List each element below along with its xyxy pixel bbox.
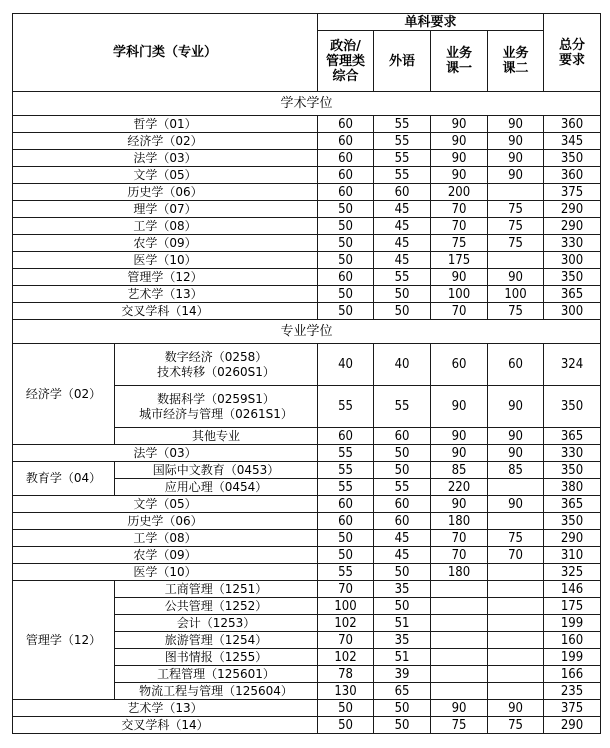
table-row xyxy=(13,201,601,218)
cell-total: 199 xyxy=(544,649,601,666)
cell-foreign: 51 xyxy=(374,615,431,632)
cell-total: 290 xyxy=(544,717,601,734)
cell-foreign: 50 xyxy=(374,445,431,462)
subject-name: 法学（03） xyxy=(13,150,318,167)
subject-name: 医学（10） xyxy=(13,564,318,581)
cell-c2: 90 xyxy=(488,700,544,717)
cell-c2: 90 xyxy=(488,496,544,513)
cell-foreign: 55 xyxy=(374,167,431,184)
table-row xyxy=(13,184,601,201)
cell-c2: 90 xyxy=(488,269,544,286)
cell-total: 380 xyxy=(544,479,601,496)
cell-c1: 70 xyxy=(431,303,488,320)
cell-total: 330 xyxy=(544,445,601,462)
cell-c1: 180 xyxy=(431,564,488,581)
cell-c1 xyxy=(431,649,488,666)
cell-c2: 70 xyxy=(488,547,544,564)
cell-total: 350 xyxy=(544,150,601,167)
header-total-line1: 总分 xyxy=(559,37,586,53)
cell-politics: 60 xyxy=(318,133,374,150)
cell-foreign: 50 xyxy=(374,598,431,615)
group-economics: 经济学（02） xyxy=(13,344,115,445)
table-row xyxy=(13,513,601,530)
subject-name: 交叉学科（14） xyxy=(13,303,318,320)
cell-foreign: 45 xyxy=(374,252,431,269)
cell-total: 325 xyxy=(544,564,601,581)
cell-c1: 70 xyxy=(431,547,488,564)
major-name xyxy=(115,386,318,428)
major-name: 工程管理（125601） xyxy=(115,666,318,683)
cell-foreign: 60 xyxy=(374,496,431,513)
cell-politics: 102 xyxy=(318,615,374,632)
cell-total: 290 xyxy=(544,201,601,218)
cell-c1: 90 xyxy=(431,386,488,428)
cell-c1: 90 xyxy=(431,116,488,133)
cell-foreign: 35 xyxy=(374,632,431,649)
cell-total: 290 xyxy=(544,218,601,235)
header-course2 xyxy=(488,31,544,92)
table-row xyxy=(13,564,601,581)
cell-politics: 50 xyxy=(318,700,374,717)
table-row xyxy=(13,344,601,386)
cell-c2: 75 xyxy=(488,717,544,734)
cell-c1 xyxy=(431,632,488,649)
cell-foreign: 50 xyxy=(374,303,431,320)
cell-c1: 70 xyxy=(431,530,488,547)
major-name xyxy=(115,344,318,386)
cell-total: 166 xyxy=(544,666,601,683)
table-row xyxy=(13,218,601,235)
table-row xyxy=(13,167,601,184)
cell-foreign: 55 xyxy=(374,386,431,428)
cell-total: 300 xyxy=(544,303,601,320)
header-course1 xyxy=(431,31,488,92)
cell-politics: 60 xyxy=(318,167,374,184)
cell-c1: 85 xyxy=(431,462,488,479)
header-single-subject: 单科要求 xyxy=(318,14,544,31)
cell-politics: 55 xyxy=(318,386,374,428)
subject-name: 艺术学（13） xyxy=(13,286,318,303)
cell-foreign: 60 xyxy=(374,184,431,201)
major-name-line: 数据科学（0259S1） xyxy=(157,391,275,406)
cell-c2: 85 xyxy=(488,462,544,479)
cell-foreign: 60 xyxy=(374,513,431,530)
subject-name: 历史学（06） xyxy=(13,513,318,530)
major-name: 应用心理（0454） xyxy=(115,479,318,496)
cell-politics: 60 xyxy=(318,150,374,167)
cell-c2: 90 xyxy=(488,428,544,445)
cell-foreign: 65 xyxy=(374,683,431,700)
table-row xyxy=(13,116,601,133)
cell-foreign: 39 xyxy=(374,666,431,683)
cell-c2: 90 xyxy=(488,386,544,428)
header-category: 学科门类（专业） xyxy=(13,14,318,92)
cell-politics: 102 xyxy=(318,649,374,666)
cell-c1: 60 xyxy=(431,344,488,386)
cell-c1: 75 xyxy=(431,235,488,252)
cell-c1: 90 xyxy=(431,496,488,513)
cell-c2 xyxy=(488,683,544,700)
table-row xyxy=(13,496,601,513)
table-row xyxy=(13,303,601,320)
header-total xyxy=(544,14,601,92)
cell-c1: 90 xyxy=(431,167,488,184)
section-professional-label: 专业学位 xyxy=(13,320,601,344)
cell-politics: 100 xyxy=(318,598,374,615)
cell-c2: 90 xyxy=(488,150,544,167)
cell-c1: 70 xyxy=(431,218,488,235)
cell-foreign: 51 xyxy=(374,649,431,666)
major-name-line: 数字经济（0258） xyxy=(164,349,268,364)
major-name xyxy=(115,428,318,445)
cell-politics: 50 xyxy=(318,235,374,252)
major-name-line: 其他专业 xyxy=(192,428,241,443)
header-foreign: 外语 xyxy=(374,31,431,92)
subject-name: 工学（08） xyxy=(13,530,318,547)
cell-c2: 75 xyxy=(488,530,544,547)
cell-total: 375 xyxy=(544,700,601,717)
cell-foreign: 55 xyxy=(374,116,431,133)
cell-c1: 200 xyxy=(431,184,488,201)
cell-foreign: 45 xyxy=(374,201,431,218)
header-total-line2: 要求 xyxy=(559,52,586,68)
cell-politics: 50 xyxy=(318,547,374,564)
major-name: 会计（1253） xyxy=(115,615,318,632)
cell-c2 xyxy=(488,632,544,649)
cell-c2 xyxy=(488,666,544,683)
cell-politics: 70 xyxy=(318,581,374,598)
major-name: 物流工程与管理（125604） xyxy=(115,683,318,700)
cell-c2 xyxy=(488,564,544,581)
subject-name: 农学（09） xyxy=(13,547,318,564)
subject-name: 农学（09） xyxy=(13,235,318,252)
cell-foreign: 40 xyxy=(374,344,431,386)
table-row xyxy=(13,252,601,269)
cell-politics: 130 xyxy=(318,683,374,700)
cell-politics: 55 xyxy=(318,462,374,479)
cell-politics: 60 xyxy=(318,269,374,286)
subject-name: 经济学（02） xyxy=(13,133,318,150)
cell-c2: 90 xyxy=(488,116,544,133)
cell-c1 xyxy=(431,666,488,683)
cell-c1: 180 xyxy=(431,513,488,530)
cell-politics: 60 xyxy=(318,428,374,445)
cell-total: 365 xyxy=(544,286,601,303)
cell-politics: 70 xyxy=(318,632,374,649)
cell-total: 350 xyxy=(544,269,601,286)
cell-c1 xyxy=(431,683,488,700)
cell-politics: 50 xyxy=(318,530,374,547)
cell-total: 324 xyxy=(544,344,601,386)
major-name: 图书情报（1255） xyxy=(115,649,318,666)
cell-politics: 50 xyxy=(318,303,374,320)
cell-foreign: 60 xyxy=(374,428,431,445)
cell-total: 175 xyxy=(544,598,601,615)
header-course1-line1: 业务 xyxy=(446,46,473,62)
cell-politics: 60 xyxy=(318,496,374,513)
cell-total: 300 xyxy=(544,252,601,269)
header-course2-line2: 课二 xyxy=(502,61,529,77)
cell-c1: 175 xyxy=(431,252,488,269)
section-academic-label: 学术学位 xyxy=(13,92,601,116)
cell-total: 199 xyxy=(544,615,601,632)
cell-foreign: 50 xyxy=(374,564,431,581)
cell-foreign: 45 xyxy=(374,547,431,564)
cell-c2: 75 xyxy=(488,235,544,252)
cell-c2: 90 xyxy=(488,445,544,462)
cell-c2 xyxy=(488,649,544,666)
table-row xyxy=(13,445,601,462)
cell-politics: 50 xyxy=(318,717,374,734)
cell-total: 290 xyxy=(544,530,601,547)
cell-c2: 90 xyxy=(488,167,544,184)
cell-foreign: 50 xyxy=(374,462,431,479)
cell-c1: 70 xyxy=(431,201,488,218)
cell-foreign: 50 xyxy=(374,717,431,734)
cell-politics: 60 xyxy=(318,184,374,201)
header-course1-line2: 课一 xyxy=(446,61,473,77)
major-name: 工商管理（1251） xyxy=(115,581,318,598)
subject-name: 管理学（12） xyxy=(13,269,318,286)
cell-c1: 100 xyxy=(431,286,488,303)
table-row xyxy=(13,235,601,252)
header-politics xyxy=(318,31,374,92)
table-row xyxy=(13,700,601,717)
subject-name: 文学（05） xyxy=(13,167,318,184)
cell-politics: 40 xyxy=(318,344,374,386)
cell-c2: 100 xyxy=(488,286,544,303)
cell-c2: 60 xyxy=(488,344,544,386)
cell-total: 350 xyxy=(544,386,601,428)
cell-foreign: 35 xyxy=(374,581,431,598)
cell-politics: 55 xyxy=(318,564,374,581)
cell-politics: 60 xyxy=(318,513,374,530)
major-name: 旅游管理（1254） xyxy=(115,632,318,649)
subject-name: 哲学（01） xyxy=(13,116,318,133)
cell-total: 350 xyxy=(544,513,601,530)
group-education: 教育学（04） xyxy=(13,462,115,496)
table-row xyxy=(13,547,601,564)
cell-c2 xyxy=(488,598,544,615)
cell-total: 360 xyxy=(544,116,601,133)
cell-foreign: 45 xyxy=(374,530,431,547)
cell-c2 xyxy=(488,615,544,632)
cell-total: 345 xyxy=(544,133,601,150)
cell-c1: 90 xyxy=(431,150,488,167)
header-politics-line1: 政治/ xyxy=(330,38,361,54)
cell-foreign: 45 xyxy=(374,218,431,235)
cell-c1 xyxy=(431,598,488,615)
cell-politics: 60 xyxy=(318,116,374,133)
cell-c2: 90 xyxy=(488,133,544,150)
cell-c1: 220 xyxy=(431,479,488,496)
cell-c1 xyxy=(431,581,488,598)
score-requirements-table xyxy=(12,13,601,734)
cell-politics: 50 xyxy=(318,218,374,235)
cell-c2: 75 xyxy=(488,201,544,218)
cell-c2 xyxy=(488,252,544,269)
cell-total: 360 xyxy=(544,167,601,184)
cell-politics: 55 xyxy=(318,479,374,496)
subject-name: 医学（10） xyxy=(13,252,318,269)
table-row xyxy=(13,581,601,598)
cell-total: 375 xyxy=(544,184,601,201)
cell-total: 146 xyxy=(544,581,601,598)
cell-c2 xyxy=(488,513,544,530)
table-row xyxy=(13,462,601,479)
cell-c1 xyxy=(431,615,488,632)
major-name-line: 技术转移（0260S1） xyxy=(157,364,275,379)
cell-foreign: 45 xyxy=(374,235,431,252)
table-row xyxy=(13,150,601,167)
cell-foreign: 55 xyxy=(374,150,431,167)
cell-c1: 90 xyxy=(431,700,488,717)
header-politics-line3: 综合 xyxy=(332,68,359,84)
cell-politics: 50 xyxy=(318,201,374,218)
cell-c2: 75 xyxy=(488,218,544,235)
subject-name: 文学（05） xyxy=(13,496,318,513)
cell-total: 310 xyxy=(544,547,601,564)
table-row xyxy=(13,269,601,286)
cell-foreign: 55 xyxy=(374,133,431,150)
cell-foreign: 50 xyxy=(374,700,431,717)
header-politics-line2: 管理类 xyxy=(326,53,366,69)
cell-total: 330 xyxy=(544,235,601,252)
header-course2-line1: 业务 xyxy=(502,46,529,62)
cell-total: 235 xyxy=(544,683,601,700)
subject-name: 交叉学科（14） xyxy=(13,717,318,734)
section-professional xyxy=(13,320,601,344)
subject-name: 法学（03） xyxy=(13,445,318,462)
group-management: 管理学（12） xyxy=(13,581,115,700)
cell-foreign: 50 xyxy=(374,286,431,303)
cell-politics: 50 xyxy=(318,286,374,303)
major-name: 国际中文教育（0453） xyxy=(115,462,318,479)
cell-c1: 90 xyxy=(431,269,488,286)
major-name-line: 城市经济与管理（0261S1） xyxy=(139,406,293,421)
subject-name: 理学（07） xyxy=(13,201,318,218)
cell-c1: 90 xyxy=(431,133,488,150)
subject-name: 工学（08） xyxy=(13,218,318,235)
cell-total: 365 xyxy=(544,496,601,513)
cell-foreign: 55 xyxy=(374,269,431,286)
cell-foreign: 55 xyxy=(374,479,431,496)
cell-total: 350 xyxy=(544,462,601,479)
cell-c1: 75 xyxy=(431,717,488,734)
cell-total: 160 xyxy=(544,632,601,649)
table-row xyxy=(13,530,601,547)
cell-c2 xyxy=(488,184,544,201)
cell-total: 365 xyxy=(544,428,601,445)
section-academic xyxy=(13,92,601,116)
table-row xyxy=(13,133,601,150)
cell-c2: 75 xyxy=(488,303,544,320)
cell-c1: 90 xyxy=(431,428,488,445)
cell-c2 xyxy=(488,479,544,496)
cell-politics: 78 xyxy=(318,666,374,683)
cell-c2 xyxy=(488,581,544,598)
table-row xyxy=(13,717,601,734)
subject-name: 艺术学（13） xyxy=(13,700,318,717)
table-row xyxy=(13,286,601,303)
cell-c1: 90 xyxy=(431,445,488,462)
cell-politics: 55 xyxy=(318,445,374,462)
cell-politics: 50 xyxy=(318,252,374,269)
subject-name: 历史学（06） xyxy=(13,184,318,201)
major-name: 公共管理（1252） xyxy=(115,598,318,615)
